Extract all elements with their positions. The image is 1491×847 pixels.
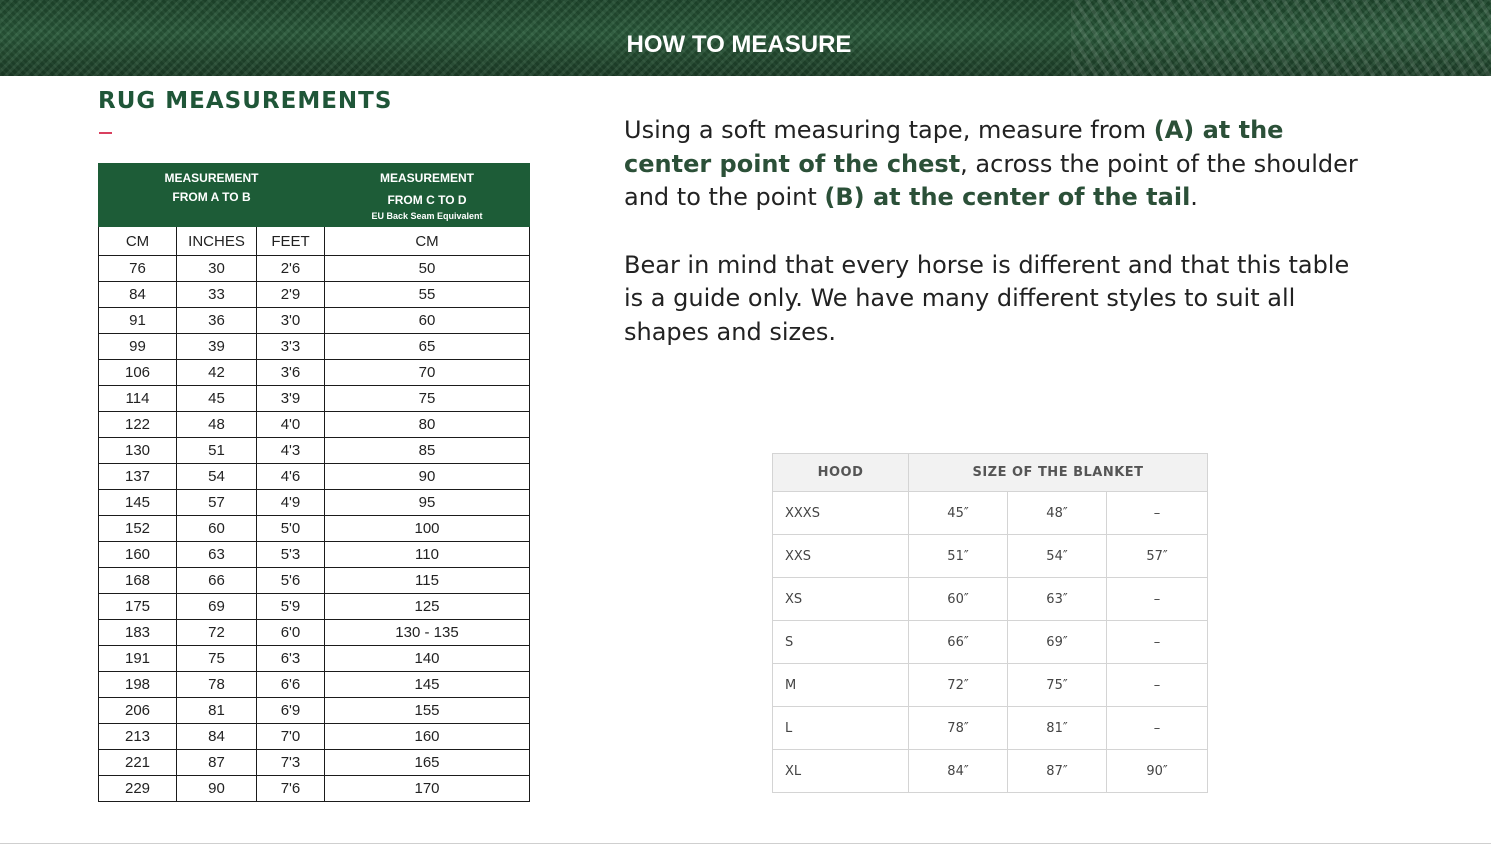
table-row [99,386,530,412]
table-row [99,516,530,542]
cell-cm-cd: 95 [325,490,530,516]
instruction-paragraph-2: Bear in mind that every horse is different and that this table is a guide only. We have many different styles to suit all shapes and sizes. [624,250,1350,346]
cell-inches: 54 [177,464,257,490]
blanket-size-value: – [1107,492,1208,535]
cell-feet: 2'6 [257,256,325,282]
blanket-size-value: 81″ [1008,707,1107,750]
table-row [773,750,1208,793]
cell-cm-ab: 198 [99,672,177,698]
blanket-size-value: 63″ [1008,578,1107,621]
blanket-size-value: 51″ [909,535,1008,578]
header-banner [0,0,1491,76]
cell-feet: 4'6 [257,464,325,490]
measuring-instructions [624,114,1364,349]
cell-feet: 3'3 [257,334,325,360]
table-row [99,750,530,776]
cell-cm-ab: 99 [99,334,177,360]
unit-cm-cd: CM [325,227,530,256]
blanket-size-value: – [1107,621,1208,664]
hood-size-label: XXS [773,535,909,578]
blanket-size-value: 72″ [909,664,1008,707]
cell-cm-ab: 183 [99,620,177,646]
instruction-paragraph-1: Using a soft measuring tape, measure from (A) at the center point of the chest, across the point of the shoulder and to the point (B) at the center of the tail. [624,116,1358,211]
cell-inches: 45 [177,386,257,412]
table-row [99,334,530,360]
cell-cm-ab: 145 [99,490,177,516]
cell-cm-ab: 84 [99,282,177,308]
table-row [99,568,530,594]
cell-feet: 7'0 [257,724,325,750]
cell-inches: 90 [177,776,257,802]
table-row [99,412,530,438]
blanket-size-value: 75″ [1008,664,1107,707]
cell-cm-ab: 106 [99,360,177,386]
cell-cm-ab: 229 [99,776,177,802]
table-row [99,698,530,724]
cell-cm-cd: 80 [325,412,530,438]
rug-measurements-title: RUG MEASUREMENTS [98,88,393,114]
cell-inches: 60 [177,516,257,542]
cell-feet: 4'0 [257,412,325,438]
hood-size-label: L [773,707,909,750]
cell-cm-cd: 55 [325,282,530,308]
cell-inches: 81 [177,698,257,724]
cell-cm-cd: 90 [325,464,530,490]
cell-inches: 51 [177,438,257,464]
cell-cm-ab: 152 [99,516,177,542]
table-row [99,490,530,516]
cell-cm-cd: 115 [325,568,530,594]
table-row [773,578,1208,621]
cell-cm-cd: 160 [325,724,530,750]
cell-feet: 7'3 [257,750,325,776]
cell-feet: 5'3 [257,542,325,568]
blanket-size-value: 57″ [1107,535,1208,578]
cell-cm-ab: 206 [99,698,177,724]
hood-size-label: XL [773,750,909,793]
cell-inches: 57 [177,490,257,516]
cell-inches: 63 [177,542,257,568]
cell-feet: 5'0 [257,516,325,542]
table-row [773,535,1208,578]
header-a-to-b: MEASUREMENT FROM A TO B [99,164,325,227]
unit-feet: FEET [257,227,325,256]
hood-table-body [773,492,1208,793]
cell-inches: 42 [177,360,257,386]
page-title: HOW TO MEASURE [626,31,852,58]
cell-cm-ab: 221 [99,750,177,776]
cell-cm-ab: 175 [99,594,177,620]
blanket-size-value: 54″ [1008,535,1107,578]
cell-inches: 75 [177,646,257,672]
cell-feet: 3'6 [257,360,325,386]
cell-feet: 6'3 [257,646,325,672]
cell-feet: 5'6 [257,568,325,594]
cell-inches: 48 [177,412,257,438]
header-c-to-d: MEASUREMENT FROM C TO D EU Back Seam Equivalent [325,164,530,227]
table-row [99,542,530,568]
hood-size-label: S [773,621,909,664]
table-row [99,360,530,386]
blanket-size-value: 69″ [1008,621,1107,664]
blanket-size-value: – [1107,707,1208,750]
cell-cm-cd: 85 [325,438,530,464]
blanket-size-value: 78″ [909,707,1008,750]
blanket-size-value: 87″ [1008,750,1107,793]
rug-table-units-row [99,227,530,256]
cell-cm-cd: 155 [325,698,530,724]
table-row [773,664,1208,707]
cell-cm-ab: 122 [99,412,177,438]
cell-feet: 7'6 [257,776,325,802]
blanket-size-value: 45″ [909,492,1008,535]
cell-cm-cd: 165 [325,750,530,776]
hood-size-table [772,453,1208,793]
cell-feet: 4'3 [257,438,325,464]
blanket-size-value: 48″ [1008,492,1107,535]
accent-divider [99,132,112,134]
cell-cm-ab: 213 [99,724,177,750]
header-c-to-d-note: EU Back Seam Equivalent [371,211,483,221]
blanket-size-value: 66″ [909,621,1008,664]
cell-feet: 3'0 [257,308,325,334]
table-row [99,724,530,750]
cell-cm-cd: 75 [325,386,530,412]
cell-inches: 84 [177,724,257,750]
table-row [99,256,530,282]
cell-inches: 39 [177,334,257,360]
cell-cm-ab: 76 [99,256,177,282]
cell-feet: 3'9 [257,386,325,412]
table-row [99,282,530,308]
blanket-size-value: 90″ [1107,750,1208,793]
cell-inches: 30 [177,256,257,282]
header-hood: HOOD [773,454,909,492]
cell-cm-cd: 65 [325,334,530,360]
table-row [99,776,530,802]
table-row [773,707,1208,750]
hood-size-label: XS [773,578,909,621]
blanket-size-value: 60″ [909,578,1008,621]
table-row [99,620,530,646]
header-blanket-size: SIZE OF THE BLANKET [909,454,1208,492]
table-row [99,672,530,698]
unit-inches: INCHES [177,227,257,256]
cell-feet: 5'9 [257,594,325,620]
cell-inches: 87 [177,750,257,776]
cell-cm-ab: 191 [99,646,177,672]
cell-inches: 69 [177,594,257,620]
cell-feet: 6'0 [257,620,325,646]
cell-feet: 4'9 [257,490,325,516]
cell-feet: 6'6 [257,672,325,698]
cell-inches: 36 [177,308,257,334]
cell-inches: 66 [177,568,257,594]
table-row [99,594,530,620]
blanket-size-value: – [1107,664,1208,707]
cell-cm-cd: 100 [325,516,530,542]
cell-inches: 33 [177,282,257,308]
hood-size-label: XXXS [773,492,909,535]
cell-cm-cd: 110 [325,542,530,568]
unit-cm: CM [99,227,177,256]
cell-cm-cd: 50 [325,256,530,282]
cell-cm-cd: 140 [325,646,530,672]
blanket-size-value: – [1107,578,1208,621]
rug-measurements-table [98,163,530,802]
cell-inches: 78 [177,672,257,698]
table-row [99,464,530,490]
table-row [773,621,1208,664]
hood-size-label: M [773,664,909,707]
cell-inches: 72 [177,620,257,646]
cell-cm-cd: 60 [325,308,530,334]
rug-table-body [99,256,530,802]
blanket-size-value: 84″ [909,750,1008,793]
cell-feet: 6'9 [257,698,325,724]
cell-cm-cd: 170 [325,776,530,802]
cell-cm-ab: 91 [99,308,177,334]
cell-cm-ab: 130 [99,438,177,464]
cell-cm-ab: 168 [99,568,177,594]
table-row [773,492,1208,535]
cell-cm-ab: 137 [99,464,177,490]
cell-feet: 2'9 [257,282,325,308]
table-row [99,308,530,334]
hood-table-header [773,454,1208,492]
rug-table-group-header [99,164,530,227]
cell-cm-ab: 160 [99,542,177,568]
cell-cm-cd: 130 - 135 [325,620,530,646]
cell-cm-cd: 125 [325,594,530,620]
cell-cm-cd: 145 [325,672,530,698]
cell-cm-ab: 114 [99,386,177,412]
bottom-divider [0,843,1491,844]
cell-cm-cd: 70 [325,360,530,386]
table-row [99,438,530,464]
table-row [99,646,530,672]
